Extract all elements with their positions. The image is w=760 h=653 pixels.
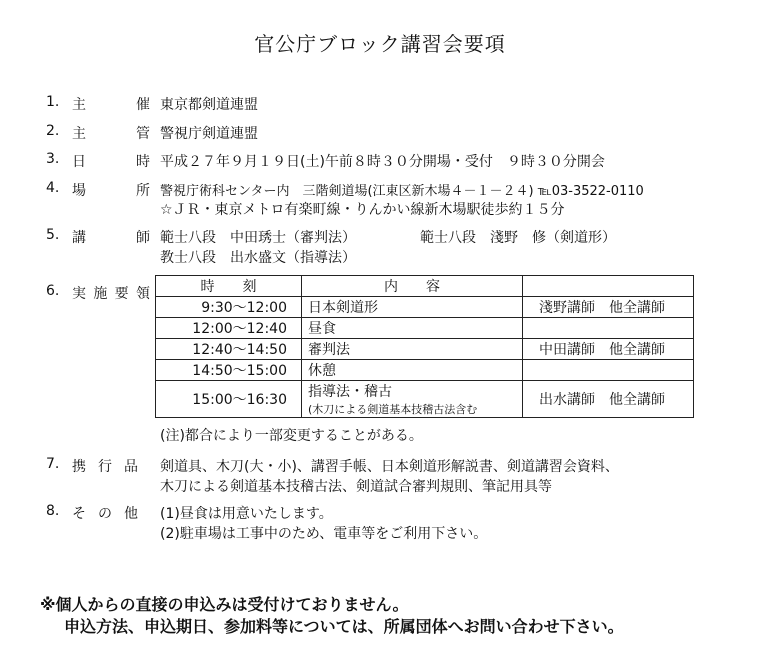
section-number: 6. [46, 283, 60, 299]
row-instructor: 出水講師 他全講師 [523, 381, 694, 418]
section-label: 携 行 品 [72, 459, 138, 475]
table-row [156, 297, 694, 318]
instructor-1: 範士八段 中田琇士（審判法） [160, 230, 356, 246]
table-row [156, 360, 694, 381]
row-instructor [523, 360, 694, 381]
section-label: 主 催 [72, 97, 150, 113]
row-content: 休憩 [302, 360, 523, 381]
instructor-3: 教士八段 出水盛文（指導法） [160, 250, 356, 266]
header-content: 内 容 [302, 276, 523, 297]
section-number: 7. [46, 456, 60, 472]
row-instructor: 中田講師 他全講師 [523, 339, 694, 360]
table-row [156, 339, 694, 360]
row-time: 12:00～12:40 [156, 318, 302, 339]
row-content: 昼食 [302, 318, 523, 339]
notice-line-2: 申込方法、申込期日、参加料等については、所属団体へお問い合わせ下さい。 [64, 617, 624, 636]
row-time: 9:30～12:00 [156, 297, 302, 318]
row-time: 12:40～14:50 [156, 339, 302, 360]
instructor-2: 範士八段 淺野 修（剣道形） [420, 230, 616, 246]
organizer-value: 東京都剣道連盟 [160, 97, 258, 113]
table-row [156, 318, 694, 339]
section-number: 4. [46, 180, 60, 196]
row-content-main: 指導法・稽古 [308, 384, 392, 400]
date-value: 平成２７年９月１９日(土)午前８時３０分開場・受付 ９時３０分開会 [160, 154, 605, 170]
row-time: 15:00～16:30 [156, 381, 302, 418]
row-time: 14:50～15:00 [156, 360, 302, 381]
section-number: 5. [46, 227, 60, 243]
section-number: 8. [46, 503, 60, 519]
section-label: 実 施 要 領 [72, 286, 150, 302]
header-instructor [523, 276, 694, 297]
header-time: 時 刻 [156, 276, 302, 297]
row-content-sub: (木刀による剣道基本技稽古法含む [308, 403, 478, 416]
schedule-header [156, 276, 694, 297]
other-line-2: (2)駐車場は工事中のため、電車等をご利用下さい。 [160, 526, 488, 542]
items-line-2: 木刀による剣道基本技稽古法、剣道試合審判規則、筆記用具等 [160, 479, 552, 495]
section-label: 場 所 [72, 183, 150, 199]
schedule-note: (注)都合により一部変更することがある。 [160, 428, 423, 444]
row-content: 日本剣道形 [302, 297, 523, 318]
section-label: 講 師 [72, 230, 150, 246]
row-content: 審判法 [302, 339, 523, 360]
other-line-1: (1)昼食は用意いたします。 [160, 506, 333, 522]
section-label: 主 管 [72, 126, 150, 142]
notice-line-1: ※個人からの直接の申込みは受付けておりません。 [40, 595, 409, 614]
items-line-1: 剣道具、木刀(大・小)、講習手帳、日本剣道形解説書、剣道講習会資料、 [160, 459, 619, 475]
schedule-table [155, 275, 694, 418]
section-number: 1. [46, 94, 60, 110]
row-instructor: 淺野講師 他全講師 [523, 297, 694, 318]
section-number: 2. [46, 123, 60, 139]
venue-value: 警視庁術科センター内 三階剣道場(江東区新木場４－１－２４) ℡03-3522-0110 [160, 184, 644, 199]
manager-value: 警視庁剣道連盟 [160, 126, 258, 142]
section-label: そ の 他 [72, 506, 138, 522]
section-number: 3. [46, 151, 60, 167]
venue-access: ☆ＪＲ・東京メトロ有楽町線・りんかい線新木場駅徒歩約１５分 [160, 202, 565, 218]
section-label: 日 時 [72, 154, 150, 170]
row-content [302, 381, 523, 418]
row-instructor [523, 318, 694, 339]
table-row [156, 381, 694, 418]
page-title: 官公庁ブロック講習会要項 [254, 32, 506, 56]
